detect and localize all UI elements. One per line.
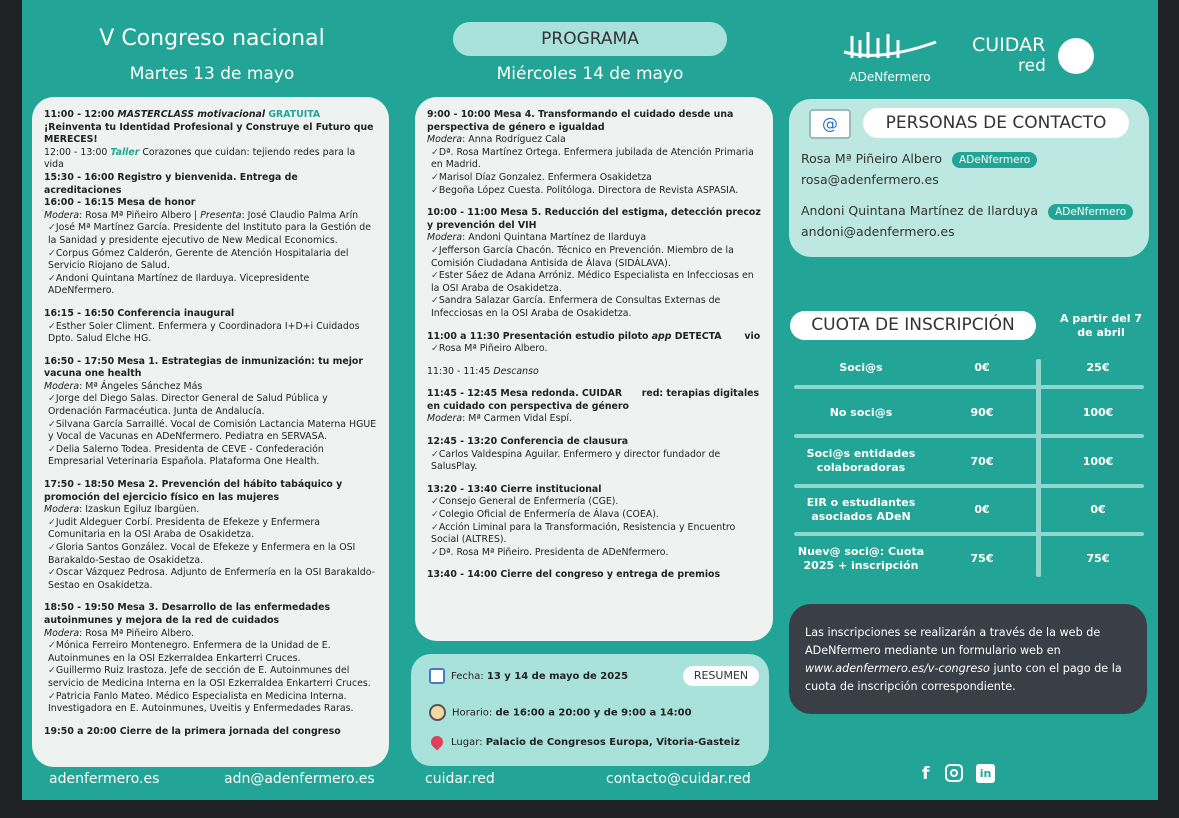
session-title: 17:50 - 18:50 Mesa 2. Prevención del hábito tabáquico y promoción del ejercicio físico en las mujeres	[44, 479, 343, 503]
fees-title: CUOTA DE INSCRIPCIÓN	[790, 311, 1036, 340]
day2-program-card	[415, 97, 773, 641]
cuidar-logo-icon	[1058, 38, 1094, 74]
session-title: 18:50 - 19:50 Mesa 3. Desarrollo de las enfermedades autoinmunes y mejora de la red de cuidados	[44, 602, 331, 626]
session-title: 16:15 - 16:50 Conferencia inaugural	[44, 307, 235, 319]
day1-date: Martes 13 de mayo	[129, 64, 295, 84]
day2-date: Miércoles 14 de mayo	[496, 64, 684, 84]
list-item: ✓ Colegio Oficial de Enfermería de Álava (COEA).	[427, 509, 761, 522]
list-item: ✓ Marisol Díaz Gonzalez. Enfermera Osakidetza	[427, 172, 761, 185]
session-title: 13:20 - 13:40 Cierre institucional	[427, 483, 602, 495]
list-item: ✓ Sandra Salazar García. Enfermera de Consultas Externas de Infecciosas en la OSI Araba de Osakidetza.	[427, 295, 761, 320]
list-item: ✓ Begoña López Cuesta. Politóloga. Directora de Revista ASPASIA.	[427, 185, 761, 198]
list-item: ✓ Ester Sáez de Adana Arróniz. Médico Especialista en Infecciosas en la OSI Araba de Osakidetza.	[427, 270, 761, 295]
contact-title: PERSONAS DE CONTACTO	[863, 108, 1129, 138]
fee-value: 75€	[970, 552, 994, 565]
session-title: 12:45 - 13:20 Conferencia de clausura	[427, 436, 629, 448]
linkedin-icon[interactable]: in	[976, 764, 995, 783]
fees-row-divider	[794, 532, 1144, 536]
adenfermero-logo-text: ADeNfermero	[849, 70, 931, 84]
list-item: ✓ Gloria Santos González. Vocal de Efekeze y Enfermera en la OSI Barakaldo-Sestao de Osakidetza.	[44, 542, 377, 567]
session-title: 11:00 a 11:30 Presentación estudio piloto app DETECTA vio	[427, 330, 761, 342]
session-title: 19:50 a 20:00 Cierre de la primera jornada del congreso	[44, 725, 341, 737]
facebook-icon[interactable]: f	[922, 764, 930, 784]
fee-value: 75€	[1086, 552, 1110, 565]
fee-value: 70€	[970, 455, 994, 468]
list-item: ✓ Dª. Rosa Martínez Ortega. Enfermera jubilada de Atención Primaria en Madrid.	[427, 147, 761, 172]
footer-link[interactable]: cuidar.red	[425, 771, 495, 787]
list-item: ✓ Esther Soler Climent. Enfermera y Coordinadora I+D+i Cuidados Dpto. Salud Elche HG.	[44, 321, 377, 346]
fee-value: 0€	[974, 503, 990, 516]
summary-date-row: Fecha: 13 y 14 de mayo de 2025	[429, 668, 628, 684]
adenfermero-logo-mark	[840, 28, 940, 66]
session-title: 13:40 - 14:00 Cierre del congreso y entrega de premios	[427, 569, 721, 581]
summary-time-row: Horario: de 16:00 a 20:00 y de 9:00 a 14:00	[429, 704, 692, 721]
list-item: ✓ Patricia Fanlo Mateo. Médico Especialista en Medicina Interna. Investigadora en E. Autoinmunes, Uveitis y Enfermedades Raras.	[44, 691, 377, 716]
list-item: ✓ Guillermo Ruiz Irastoza. Jefe de sección de E. Autoinmunes del servicio de Medicina Interna en la OSI Ezkerraldea Enkarterri Cruces.	[44, 665, 377, 690]
list-item: ✓ Oscar Vázquez Pedrosa. Adjunto de Enfermería en la OSI Barakaldo-Sestao en Osakidetza.	[44, 567, 377, 592]
list-item: ✓ Carlos Valdespina Aguilar. Enfermero y director fundador de SalusPlay.	[427, 449, 761, 474]
congress-poster	[22, 0, 1158, 800]
list-item: ✓ Silvana García Sarraillé. Vocal de Comisión Lactancia Materna HGUE y Vocal de Vacunas en ADeNfermero. Pediatra en SERVASA.	[44, 419, 377, 444]
red-logo-text: red	[1018, 56, 1046, 76]
congress-title: V Congreso nacional	[99, 26, 325, 51]
fee-row-label: No soci@s	[829, 406, 893, 419]
session-title: 9:00 - 10:00 Mesa 4. Transformando el cuidado desde una perspectiva de género e igualdad	[427, 109, 734, 133]
fees-row-divider	[794, 385, 1144, 389]
footer-link[interactable]: adn@adenfermero.es	[224, 771, 375, 787]
session-title: 10:00 - 11:00 Mesa 5. Reducción del estigma, detección precoz y prevención del VIH	[427, 207, 761, 231]
list-item: ✓ Judit Aldeguer Corbí. Presidenta de Efekeze y Enfermera Comunitaria en la OSI Araba de Osakidetza.	[44, 517, 377, 542]
program-label: PROGRAMA	[453, 22, 727, 56]
list-item: ✓ Dª. Rosa Mª Piñeiro. Presidenta de ADeNfermero.	[427, 547, 761, 560]
contact-person-1	[801, 151, 1037, 187]
day1-program-card	[32, 97, 389, 767]
fee-value: 100€	[1082, 455, 1114, 468]
instagram-icon[interactable]	[945, 764, 963, 782]
list-item: ✓ Corpus Gómez Calderón, Gerente de Atención Hospitalaria del Servicio Riojano de Salud.	[44, 248, 377, 273]
session-title: 11:45 - 12:45 Mesa redonda. CUIDAR red: terapias digitales en cuidado con perspectiva de género	[427, 388, 760, 412]
fee-value: 90€	[970, 406, 994, 419]
adenfermero-logo	[840, 28, 940, 88]
registration-info	[789, 604, 1147, 714]
program-line: 12:00 - 13:00 Taller Corazones que cuidan: tejiendo redes para la vida	[44, 146, 356, 171]
fee-value: 100€	[1082, 406, 1114, 419]
clock-icon	[429, 704, 446, 721]
fees-row-divider	[794, 484, 1144, 488]
summary-place-row: Lugar: Palacio de Congresos Europa, Vitoria-Gasteiz	[429, 736, 740, 748]
fees-column-divider	[1036, 359, 1041, 577]
list-item: ✓ Rosa Mª Piñeiro Albero.	[427, 343, 761, 356]
fees-row-divider	[794, 434, 1144, 438]
summary-card	[411, 654, 769, 766]
registration-info-text: Las inscripciones se realizarán a través de la web de ADeNfermero mediante un formulario web en www.adenfermero.es/v-congreso junto con el pago de la cuota de inscripción correspondiente.	[805, 626, 1122, 693]
program-line: 11:00 - 12:00 MASTERCLASS motivacional GRATUITA ¡Reinventa tu Identidad Profesional y Construye el Futuro que MERECES!	[44, 109, 374, 146]
moderator: Modera: Mª Carmen Vidal Espí.	[427, 413, 573, 425]
fee-value: 0€	[1090, 503, 1106, 516]
contact-person-2	[801, 203, 1133, 239]
cuidar-logo-text: CUIDAR	[972, 34, 1046, 56]
contact-email[interactable]: rosa@adenfermero.es	[801, 171, 939, 187]
program-line: 16:00 - 16:15 Mesa de honor	[44, 197, 196, 209]
pin-icon	[429, 734, 446, 751]
moderator: Modera: Andoni Quintana Martínez de Ilarduya	[427, 232, 647, 244]
org-badge: ADeNfermero	[952, 152, 1037, 168]
fees-date-note: A partir del 7 de abril	[1060, 312, 1142, 339]
program-line: 15:30 - 16:00 Registro y bienvenida. Entrega de acreditaciones	[44, 171, 298, 196]
cuidar-red-logo	[972, 34, 1102, 84]
footer-link[interactable]: adenfermero.es	[49, 771, 160, 787]
fee-row-label: Soci@s entidades colaboradoras	[806, 447, 916, 474]
fee-value: 0€	[974, 361, 990, 374]
moderator: Modera: Mª Ángeles Sánchez Más	[44, 380, 203, 392]
list-item: ✓ Jefferson García Chacón. Técnico en Prevención. Miembro de la Comisión Ciudadana Antisida de Álava (SIDÁLAVA).	[427, 245, 761, 270]
list-item: ✓ Delia Salerno Todea. Presidenta de CEVE - Confederación Empresarial Veterinaria Española. Plataforma One Health.	[44, 444, 377, 469]
program-line: Modera: Rosa Mª Piñeiro Albero | Presenta: José Claudio Palma Arín	[44, 209, 359, 221]
fee-value: 25€	[1086, 361, 1110, 374]
contact-card	[789, 99, 1149, 257]
day1-intro-block	[44, 109, 377, 222]
org-badge: ADeNfermero	[1048, 204, 1133, 220]
footer-link[interactable]: contacto@cuidar.red	[606, 771, 751, 787]
calendar-icon	[429, 668, 445, 684]
list-item: ✓ Consejo General de Enfermería (CGE).	[427, 496, 761, 509]
contact-email[interactable]: andoni@adenfermero.es	[801, 223, 955, 239]
moderator: Modera: Anna Rodríguez Cala	[427, 134, 566, 146]
fee-row-label: Nuev@ soci@: Cuota 2025 + inscripción	[797, 545, 925, 572]
list-item: ✓ Jorge del Diego Salas. Director General de Salud Pública y Ordenación Farmacéutica. Junta de Andalucía.	[44, 393, 377, 418]
session-title: 16:50 - 17:50 Mesa 1. Estrategias de inmunización: tu mejor vacuna one health	[44, 355, 363, 380]
email-icon: @	[809, 109, 851, 139]
summary-badge: RESUMEN	[683, 666, 759, 686]
list-item: ✓ José Mª Martínez García. Presidente del Instituto para la Gestión de la Sanidad y presidente ejecutivo de New Medical Economics.	[44, 222, 377, 247]
list-item: ✓ Mónica Ferreiro Montenegro. Enfermera de la Unidad de E. Autoinmunes en la OSI Ezkerraldea Enkarterri Cruces.	[44, 640, 377, 665]
list-item: ✓ Andoni Quintana Martínez de Ilarduya. Vicepresidente ADeNfermero.	[44, 273, 377, 298]
moderator: Modera: Rosa Mª Piñeiro Albero.	[44, 627, 194, 639]
contact-name: Andoni Quintana Martínez de Ilarduya	[801, 203, 1039, 218]
list-item: ✓ Acción Liminal para la Transformación, Resistencia y Encuentro Social (ALTRES).	[427, 522, 761, 547]
break-item: 11:30 - 11:45 Descanso	[427, 365, 539, 377]
moderator: Modera: Izaskun Egiluz Ibargüen.	[44, 504, 200, 516]
fee-row-label: Soci@s	[839, 361, 883, 374]
fee-row-label: EIR o estudiantes asociados ADeN	[806, 496, 916, 523]
contact-name: Rosa Mª Piñeiro Albero	[801, 151, 943, 166]
